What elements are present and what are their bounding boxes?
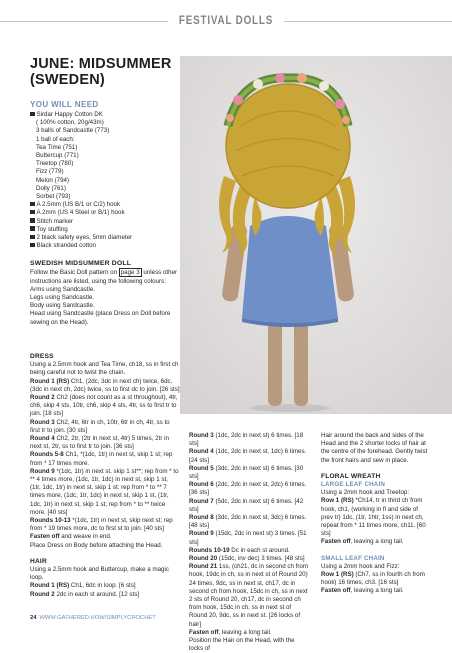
- bullet-icon: [30, 202, 35, 207]
- hair-heading: HAIR: [30, 557, 47, 565]
- hair-position: Position the Hair on the Head, with the locks of: [189, 637, 295, 653]
- hair-rounds-column: [189, 432, 310, 653]
- hair-round: Round 5 (3dc, 2dc in next st) 6 times. [30 sts]: [189, 464, 304, 481]
- small-leaf-heading: SMALL LEAF CHAIN: [321, 554, 385, 562]
- large-leaf-heading: LARGE LEAF CHAIN: [321, 481, 386, 489]
- dress-round: Round 4 Ch2, 2tr, (2tr in next st, 4tr) 5 times, 2tr in next st, 2tr, ss to first tr to join. [36 sts]: [30, 435, 169, 451]
- hair-round: Round 8 (3dc, 2dc in next st, 3dc) 6 times. [48 sts]: [189, 514, 307, 530]
- bullet-icon: [30, 218, 35, 223]
- yarn-line: Treetop (780): [36, 160, 74, 168]
- hair-round: Round 21 1ss, (ch21, dc in second ch from hook, 19dc in ch, ss in next st of Round 20) 24 times, 9dc, ss in next st, ch17, dc in second ch from hook, 15dc in ch, ss in next 2 sts of Round 20, ch17, dc in second ch from hook, 15dc in ch, ss in next st of Round 20, 9dc, ss in next st. [26 locks of hair]: [189, 563, 308, 628]
- bullet-icon: [30, 112, 35, 117]
- small-leaf-intro: Using a 2mm hook and Fizz:: [321, 562, 400, 570]
- hair-round: Round 6 (2dc, 2dc in next st, 2dc) 6 times. [36 sts]: [189, 481, 307, 497]
- page-title: [30, 56, 180, 88]
- dress-column: [30, 345, 180, 599]
- wreath-heading: FLORAL WREATH: [321, 472, 381, 480]
- doll-illustration: [180, 56, 452, 414]
- material-item: Stitch marker: [30, 218, 180, 226]
- colour-line: Body using Sandcastle.: [30, 302, 95, 310]
- hair-round: Rounds 10-19 Dc in each st around.: [189, 546, 290, 554]
- yarn-line: 1 ball of each:: [36, 135, 75, 143]
- dress-intro: Using a 2.5mm hook and Tea Time, ch18, ss in first ch being careful not to twist the chain.: [30, 361, 179, 377]
- doll-instructions: [30, 269, 180, 326]
- hair-round: Round 2 2dc in each st around. [12 sts]: [30, 590, 140, 598]
- hair-intro: Using a 2.5mm hook and Buttercup, make a magic loop.: [30, 566, 169, 582]
- hair-continued: Hair around the back and sides of the Head and the 2 shorter locks of hair at the centre of the forehead. Gently twist the front hairs and sew in place.: [321, 432, 428, 464]
- bullet-icon: [30, 226, 35, 231]
- dress-round: Round 3 Ch2, 4tr, 6tr in ch, 10tr, 6tr in ch, 4tr, ss to first tr to join. [30 sts]: [30, 418, 170, 434]
- colour-line: Arms using Sandcastle.: [30, 285, 95, 293]
- hair-round: Round 3 (1dc, 2dc in next st) 6 times. [18 sts]: [189, 432, 304, 448]
- bullet-icon: [30, 235, 35, 240]
- running-header: [0, 0, 452, 38]
- header-rule-left: [0, 21, 168, 22]
- yarn-line: Melon (794): [36, 176, 70, 184]
- materials-list: [30, 111, 180, 250]
- dress-heading: DRESS: [30, 353, 54, 360]
- header-rule-right: [284, 21, 452, 22]
- dress-place: Place Dress on Body before attaching the Head.: [30, 541, 163, 549]
- small-leaf-fasten: Fasten off, leaving a long tail.: [321, 587, 404, 595]
- yarn-line: Dolly (761): [36, 184, 66, 192]
- yarn-line: Fizz (779): [36, 168, 64, 176]
- bullet-icon: [30, 243, 35, 248]
- hair-round: Round 4 (1dc, 2dc in next st, 1dc) 6 times. [24 sts]: [189, 448, 307, 464]
- page-link[interactable]: page 3: [120, 269, 140, 277]
- material-item: Black stranded cotton: [30, 242, 180, 250]
- hair-round: Round 20 (15dc, inv dec) 3 times. [48 sts]: [189, 555, 305, 563]
- hair-fasten: Fasten off, leaving a long tail.: [189, 628, 272, 636]
- colour-line: Legs using Sandcastle.: [30, 294, 94, 302]
- you-will-need-heading: YOU WILL NEED: [30, 100, 99, 109]
- page-number: 24: [30, 615, 37, 621]
- material-item: 2 black safety eyes, 5mm diameter: [30, 234, 180, 242]
- dress-round: Rounds 5-8 Ch1, *(1dc, 1tr) in next st, skip 1 st; rep from * 17 times more.: [30, 451, 173, 467]
- yarn-brand: Sirdar Happy Cotton DK: [36, 111, 103, 118]
- small-leaf-row: Row 1 (RS) (Ch7, ss in fourth ch from hook) 16 times, ch3. [16 sts]: [321, 571, 425, 587]
- large-leaf-fasten: Fasten off, leaving a long tail.: [321, 538, 404, 546]
- dress-round: Round 9 *(1dc, 1tr) in next st, skip 1 st**; rep from * to ** 4 times more, (1dc, 1tr, 1dc) in next st, skip 1 st, (1tr, 1dc, 1tr) in next st, skip 1 st; rep from * to ** 7 times more, (1dc, 1tr, 1dc) in next st, skip 1 st, (1tr, 1dc, 1tr) in next st, skip 1 st; rep from * to ** twice more. [40 sts]: [30, 467, 179, 516]
- material-item: A 2.5mm (US B/1 or C/2) hook: [30, 201, 180, 209]
- material-item: Toy stuffing: [30, 226, 180, 234]
- yarn-brand-item: [30, 111, 180, 119]
- left-column: [30, 56, 180, 327]
- footer-url[interactable]: WWW.GATHERED.HOW/SIMPLYCROCHET: [39, 615, 156, 621]
- hair-round: Round 1 (RS) Ch1, 6dc in loop. [6 sts]: [30, 582, 136, 590]
- dress-round: Round 1 (RS) Ch1, (2dc, 3dc in next ch) twice, 6dc, (3dc in next ch, 2dc) twice, ss to first dc to join. [26 sts]: [30, 377, 180, 393]
- doll-photo: [180, 56, 452, 414]
- yarn-line: Tea Time (751): [36, 143, 78, 151]
- large-leaf-row: Row 1 (RS) *Ch14, tr in third ch from hook, ch1, (working in fl and side of prev tr) 1dc, (1tr, 1htr, 1ss) in next ch, repeat from * 11 times more, ch11. [60 sts]: [321, 497, 426, 538]
- wreath-column: [321, 432, 431, 596]
- hair-round: Round 7 (5dc, 2dc in next st) 6 times. [42 sts]: [189, 497, 304, 513]
- yarn-line: Buttercup (771): [36, 152, 79, 160]
- title-line-1: JUNE: MIDSUMMER: [30, 56, 172, 72]
- hair-round: Round 9 (15dc, 2dc in next st) 3 times. [51 sts]: [189, 530, 307, 546]
- doll-heading: SWEDISH MIDSUMMER DOLL: [30, 260, 132, 268]
- colour-line: Head using Sandcastle (place Dress on Doll before sewing on the Head).: [30, 310, 171, 326]
- large-leaf-intro: Using a 2mm hook and Treetop:: [321, 489, 410, 497]
- yarn-line: Sorbet (793): [36, 193, 71, 201]
- title-line-2: (SWEDEN): [30, 72, 105, 88]
- material-item: A 2mm (US 4 Steel or B/1) hook: [30, 209, 180, 217]
- bullet-icon: [30, 210, 35, 215]
- yarn-spec: ( 100% cotton, 20g/43m): [36, 119, 104, 127]
- page-footer: [30, 615, 156, 621]
- dress-fasten: Fasten off and weave in end.: [30, 533, 112, 541]
- doll-intro: Follow the Basic Doll pattern on page 3 unless other instructions are listed, using the following colours:: [30, 269, 178, 285]
- dress-round: Round 2 Ch2 (does not count as a st throughout), 4tr, ch6, skip 4 sts, 10tr, ch6, skip 4 sts, 4tr, ss to first tr to join. [18 sts]: [30, 394, 178, 418]
- yarn-line: 3 balls of Sandcastle (773): [36, 127, 110, 135]
- section-title: FESTIVAL DOLLS: [178, 13, 274, 27]
- dress-round: Rounds 10-13 *(1dc, 1tr) in next st, skip next st; rep from * 19 times more, dc to first st to join. [40 sts]: [30, 517, 173, 533]
